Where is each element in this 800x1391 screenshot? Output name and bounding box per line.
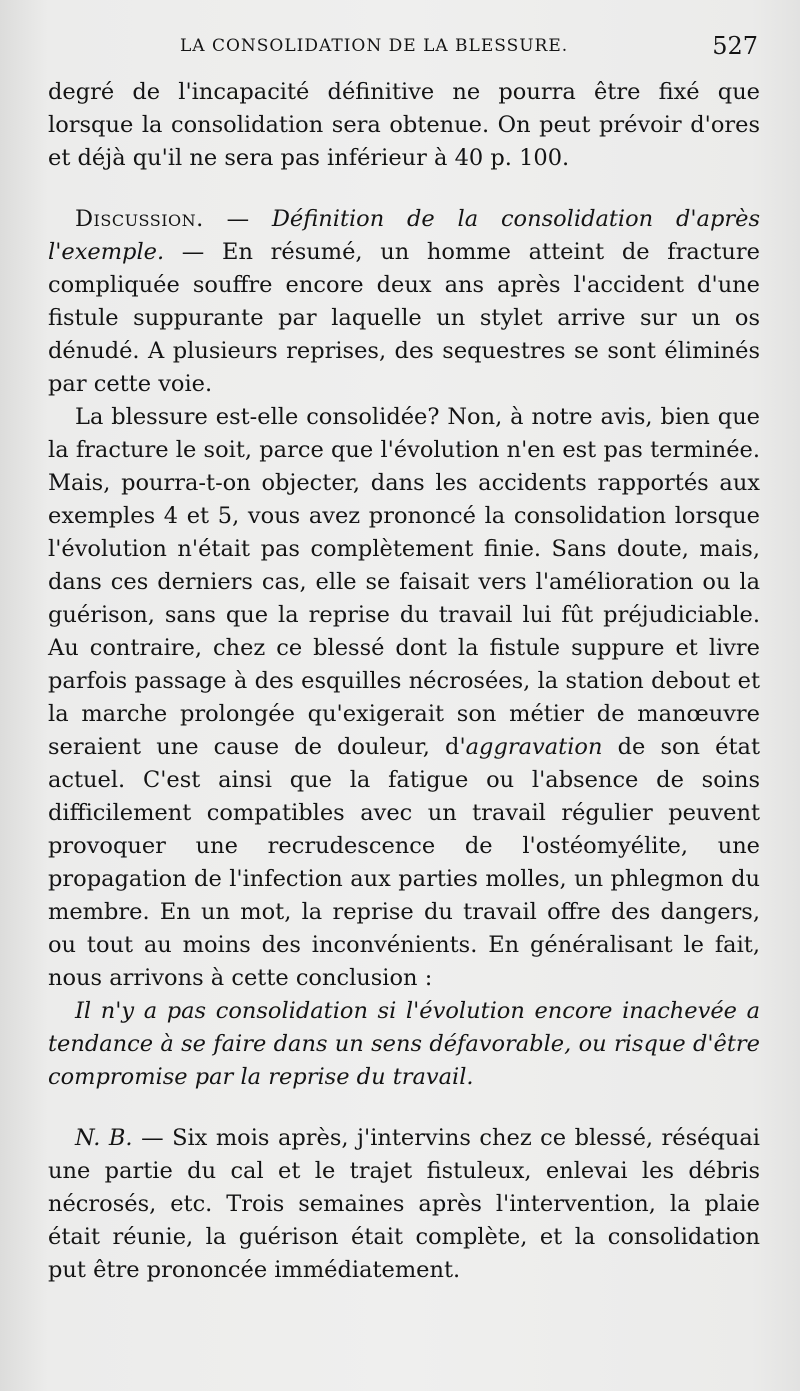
paragraph-text: En résumé, un homme atteint de fracture compliquée souffre encore deux ans après l'accident d'une fistule suppurante par laquelle un stylet arrive sur un os dénudé. A plusieurs reprises, des sequestres se sont éliminés par cette voie. bbox=[48, 239, 760, 397]
page-body bbox=[48, 76, 760, 1287]
paragraph-argument bbox=[48, 401, 760, 995]
dash-separator: — bbox=[164, 239, 223, 265]
paragraph-discussion bbox=[48, 203, 760, 401]
emphasis-word: aggravation bbox=[465, 734, 603, 760]
paragraph-text: Six mois après, j'intervins chez ce blessé, réséquai une partie du cal et le trajet fistuleux, enlevai les débris nécrosés, etc. Trois semaines après l'intervention, la plaie était réunie, la guérison était complète, et la consolidation put être prononcée immédiatement. bbox=[48, 1125, 760, 1283]
paragraph-gap bbox=[48, 175, 760, 203]
paragraph-note bbox=[48, 1122, 760, 1287]
note-label: N. B. bbox=[75, 1125, 133, 1151]
page-header bbox=[180, 32, 780, 72]
page-number: 527 bbox=[712, 32, 758, 60]
paragraph-text: de son état actuel. C'est ainsi que la fatigue ou l'absence de soins difficilement compatibles avec un travail régulier peuvent provoquer une recrudescence de l'ostéomyélite, une propagation de l'infection aux parties molles, un phlegmon du membre. En un mot, la reprise du travail offre des dangers, ou tout au moins des inconvénients. En généralisant le fait, nous arrivons à cette conclusion : bbox=[48, 734, 760, 991]
section-label: Discussion. bbox=[75, 206, 204, 232]
paragraph-gap bbox=[48, 1094, 760, 1122]
dash-separator: — bbox=[132, 1125, 173, 1151]
dash-separator: — bbox=[203, 206, 272, 232]
section-subtitle: Définition de la consolidation d'après l'exemple. bbox=[48, 206, 760, 265]
paragraph-text: degré de l'incapacité définitive ne pourra être fixé que lorsque la consolidation sera obtenue. On peut prévoir d'ores et déjà qu'il ne sera pas inférieur à 40 p. 100. bbox=[48, 79, 760, 171]
conclusion-text: Il n'y a pas consolidation si l'évolution encore inachevée a tendance à se faire dans un sens défavorable, ou risque d'être compromise par la reprise du travail. bbox=[48, 998, 760, 1090]
running-title: LA CONSOLIDATION DE LA BLESSURE. bbox=[180, 36, 569, 56]
paragraph-text: La blessure est-elle consolidée? Non, à notre avis, bien que la fracture le soit, parce que l'évolution n'en est pas terminée. Mais, pourra-t-on objecter, dans les accidents rapportés aux exemples 4 et 5, vous avez prononcé la consolidation lorsque l'évolution n'était pas complètement finie. Sans doute, mais, dans ces derniers cas, elle se faisait vers l'amélioration ou la guérison, sans que la reprise du travail lui fût préjudiciable. Au contraire, chez ce blessé dont la fistule suppure et livre parfois passage à des esquilles nécrosées, la station debout et la marche prolongée qu'exigerait son métier de manœuvre seraient une cause de douleur, d' bbox=[48, 404, 760, 760]
paragraph-conclusion bbox=[48, 995, 760, 1094]
paragraph-continuation bbox=[48, 76, 760, 175]
